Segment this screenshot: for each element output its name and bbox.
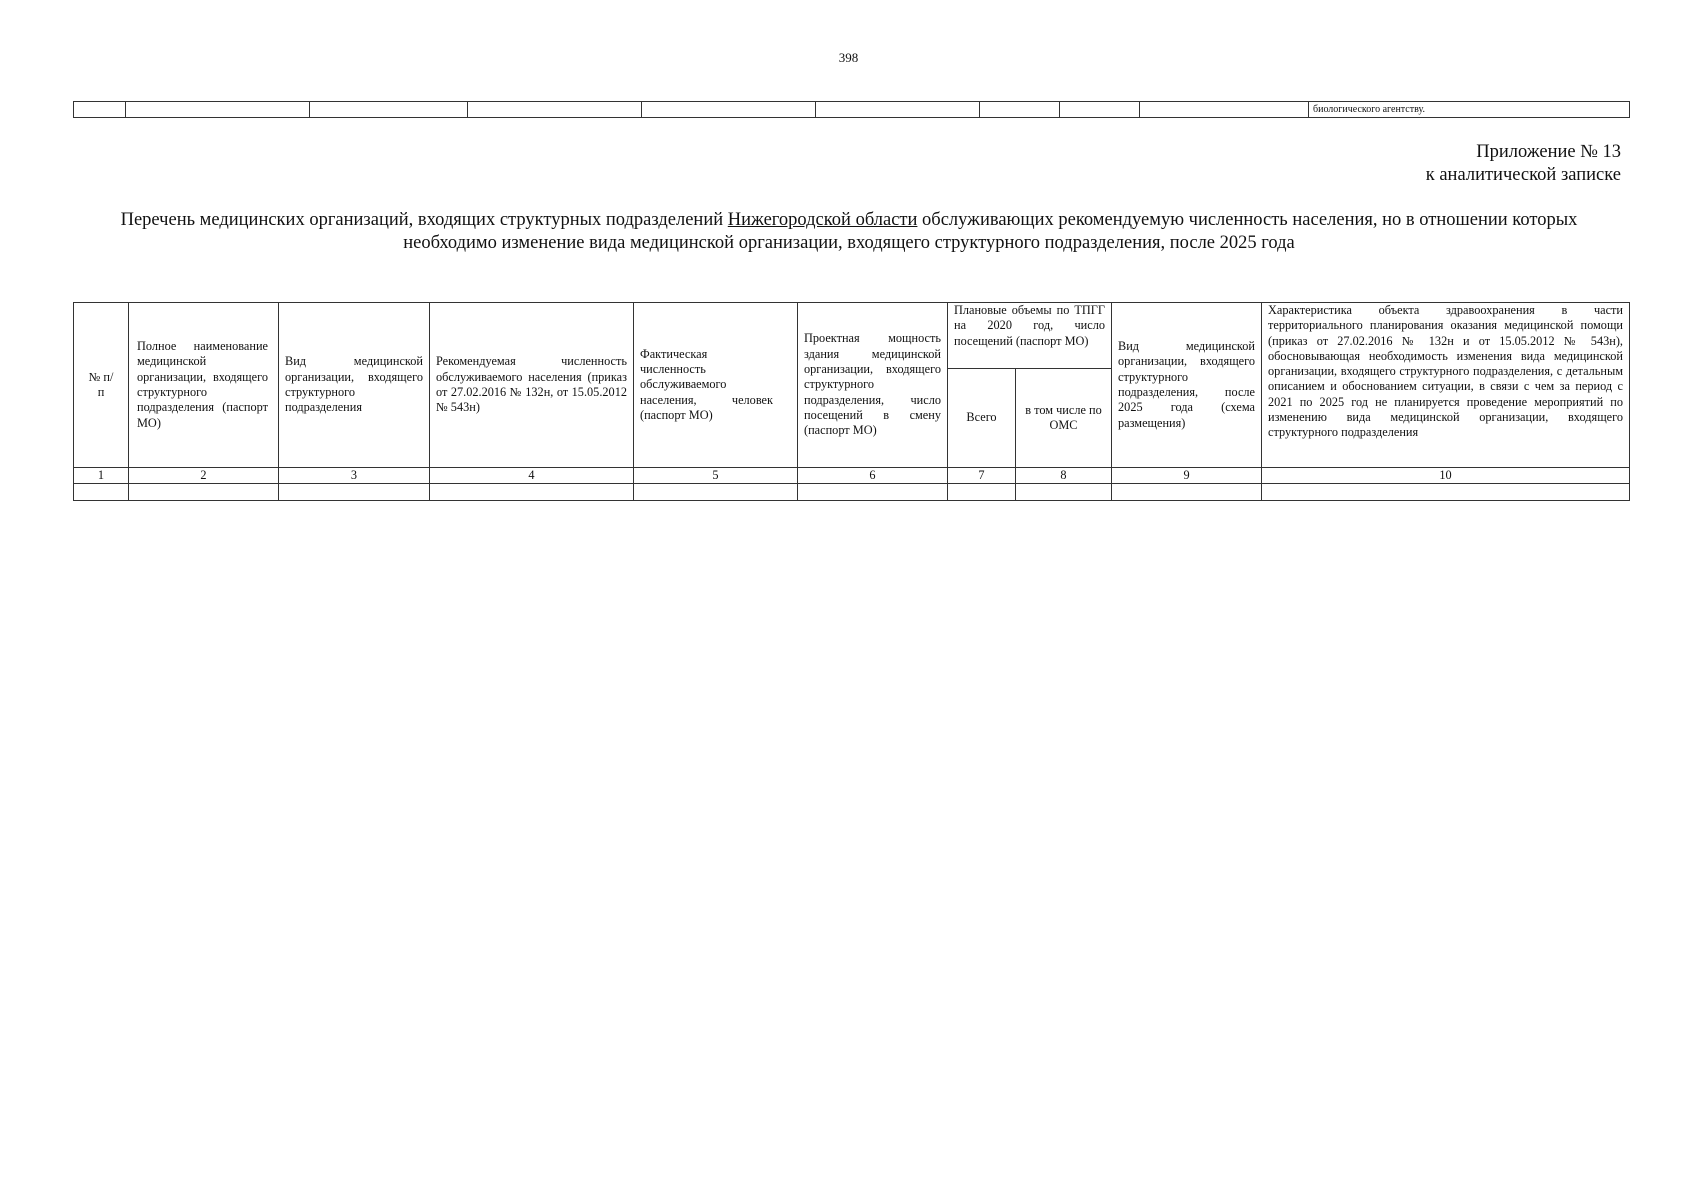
table-cell — [279, 484, 430, 501]
header-org-type-after-2025: Вид медицинской организации, входящего структурного подразделения, после 2025 года (схема размещения) — [1112, 303, 1262, 468]
table-cell — [1060, 102, 1140, 118]
header-characteristics: Характеристика объекта здравоохранения в части территориального планирования оказания медицинской помощи (приказ от 27.02.2016 № 132н и от 15.05.2012 № 543н), обосновывающая необходимость изменения вида медицинской организации, входящего структурного подразделения, с детальным описанием и обоснованием ситуации, в связи с чем за период с 2021 по 2025 год не планируется проведение мероприятий по изменению вида медицинской организации, входящего структурного подразделения — [1262, 303, 1630, 468]
header-including-oms: в том числе по ОМС — [1016, 369, 1112, 468]
header-number: № п/п — [74, 303, 129, 468]
table-cell — [1016, 484, 1112, 501]
column-number: 4 — [430, 468, 634, 484]
header-actual-population: Фактическая численность обслуживаемого населения, человек (паспорт МО) — [634, 303, 798, 468]
page-number: 398 — [838, 50, 859, 65]
header-planned-volumes: Плановые объемы по ТПГГ на 2020 год, число посещений (паспорт МО) — [948, 303, 1112, 369]
table-cell — [816, 102, 980, 118]
document-title — [86, 209, 1612, 255]
appendix-number: Приложение № 13 — [1476, 142, 1621, 162]
table-cell — [430, 484, 634, 501]
table-cell — [1262, 484, 1630, 501]
table-cell — [310, 102, 468, 118]
column-numbers-row — [74, 468, 1630, 484]
table-cell — [74, 102, 126, 118]
table-cell — [468, 102, 642, 118]
column-number: 3 — [279, 468, 430, 484]
empty-data-row — [74, 484, 1630, 501]
table-cell — [1140, 102, 1309, 118]
table-cell — [798, 484, 948, 501]
title-part-1: Перечень медицинских организаций, входящих структурных подразделений — [120, 210, 728, 230]
table-cell — [642, 102, 816, 118]
title-part-2: обслуживающих рекомендуемую численность населения, но в отношении которых необходимо изменение вида медицинской организации, входящего структурного подразделения, после 2025 года — [403, 210, 1578, 253]
continuation-row — [74, 102, 1630, 118]
header-org-type: Вид медицинской организации, входящего структурного подразделения — [279, 303, 430, 468]
continuation-note: биологического агентству. — [1309, 102, 1630, 118]
header-design-capacity: Проектная мощность здания медицинской организации, входящего структурного подразделения, число посещений в смену (паспорт МО) — [798, 303, 948, 468]
column-number: 1 — [74, 468, 129, 484]
column-number: 5 — [634, 468, 798, 484]
title-region: Нижегородской области — [727, 210, 918, 230]
appendix-subtitle: к аналитической записке — [1425, 165, 1621, 185]
header-recommended-population: Рекомендуемая численность обслуживаемого населения (приказ от 27.02.2016 № 132н, от 15.05.2012 № 543н) — [430, 303, 634, 468]
table-cell — [634, 484, 798, 501]
column-number: 10 — [1262, 468, 1630, 484]
table-cell — [129, 484, 279, 501]
column-number: 7 — [948, 468, 1016, 484]
column-number: 6 — [798, 468, 948, 484]
header-row-1 — [74, 303, 1630, 369]
column-number: 9 — [1112, 468, 1262, 484]
appendix-label — [1426, 141, 1621, 187]
header-total: Всего — [948, 369, 1016, 468]
column-number: 8 — [1016, 468, 1112, 484]
table-cell — [948, 484, 1016, 501]
organizations-table — [73, 302, 1630, 501]
table-cell — [980, 102, 1060, 118]
column-number: 2 — [129, 468, 279, 484]
table-cell — [126, 102, 310, 118]
header-org-name: Полное наименование медицинской организации, входящего структурного подразделения (паспорт МО) — [129, 303, 279, 468]
table-cell — [74, 484, 129, 501]
table-cell — [1112, 484, 1262, 501]
continuation-table — [73, 101, 1630, 118]
